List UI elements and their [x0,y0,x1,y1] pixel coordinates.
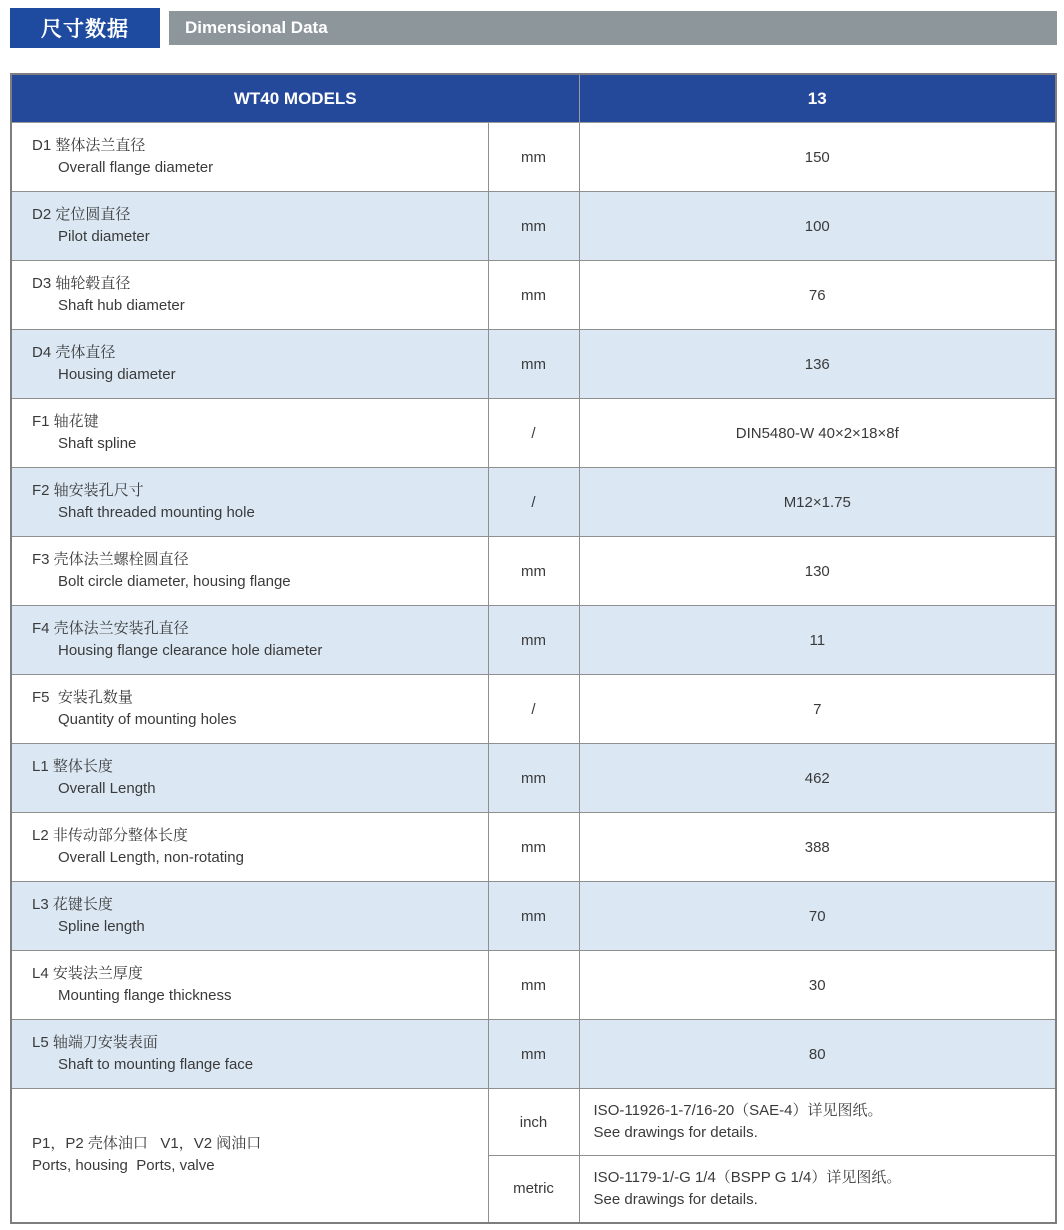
param-label [11,123,488,192]
param-label-en: Mounting flange thickness [58,987,232,1004]
param-label-en: Overall flange diameter [58,159,214,176]
param-label-zh: F1 轴花键 [32,413,99,430]
param-value [579,1089,1056,1156]
param-unit: inch [488,1089,579,1156]
param-label-en: Spline length [58,918,145,935]
table-row [11,744,1056,813]
param-value: 462 [579,744,1056,813]
param-label [11,468,488,537]
param-label-en: Overall Length, non-rotating [58,849,244,866]
param-value: 130 [579,537,1056,606]
param-unit: mm [488,192,579,261]
table-row [11,813,1056,882]
param-unit: mm [488,744,579,813]
table-row [11,261,1056,330]
param-unit: / [488,399,579,468]
param-label [11,675,488,744]
param-unit: metric [488,1156,579,1223]
param-label [11,882,488,951]
param-unit: / [488,675,579,744]
table-row [11,951,1056,1020]
param-label-zh: L5 轴端刀安装表面 [32,1034,158,1051]
param-label-ports [11,1089,488,1223]
models-header-cell: WT40 MODELS [11,74,579,123]
param-label-en: Shaft to mounting flange face [58,1056,254,1073]
table-row [11,192,1056,261]
param-label [11,192,488,261]
param-value-en: See drawings for details. [593,1190,758,1208]
param-label-zh: P1，P2 壳体油口 V1，V2 阀油口 [32,1135,262,1153]
table-row [11,468,1056,537]
table-row [11,399,1056,468]
param-unit: mm [488,1020,579,1089]
param-label-zh: F5 安装孔数量 [32,689,133,706]
param-unit: mm [488,330,579,399]
param-label-zh: D3 轴轮毂直径 [32,275,131,292]
param-value: 70 [579,882,1056,951]
param-label-zh: L3 花键长度 [32,896,113,913]
section-tag-zh: 尺寸数据 [10,8,160,48]
param-value: 388 [579,813,1056,882]
param-label-zh: D4 壳体直径 [32,344,116,361]
param-label-en: Shaft threaded mounting hole [58,504,255,521]
dimensional-data-table [10,73,1057,1224]
param-label [11,606,488,675]
table-row [11,606,1056,675]
param-unit: / [488,468,579,537]
param-label-zh: L1 整体长度 [32,758,113,775]
model-code-header-cell: 13 [579,74,1056,123]
param-label [11,744,488,813]
table-body [11,123,1056,1089]
param-label [11,813,488,882]
param-label [11,1020,488,1089]
param-value: 7 [579,675,1056,744]
param-value: DIN5480-W 40×2×18×8f [579,399,1056,468]
param-label-en: Pilot diameter [58,228,150,245]
param-label [11,330,488,399]
param-value: 150 [579,123,1056,192]
param-value: 100 [579,192,1056,261]
param-label-en: Shaft hub diameter [58,297,185,314]
ports-section [11,1089,1056,1223]
param-label-zh: D1 整体法兰直径 [32,137,146,154]
param-label-zh: F3 壳体法兰螺栓圆直径 [32,551,189,568]
param-unit: mm [488,606,579,675]
table-row [11,1020,1056,1089]
param-unit: mm [488,882,579,951]
param-label-zh: D2 定位圆直径 [32,206,131,223]
param-value: 136 [579,330,1056,399]
table-header-row [11,74,1056,123]
table-row [11,123,1056,192]
param-value: 11 [579,606,1056,675]
param-label-en: Overall Length [58,780,156,797]
param-value [579,1156,1056,1223]
param-label [11,399,488,468]
param-value-zh: ISO-1179-1/-G 1/4（BSPP G 1/4）详见图纸。 [593,1168,902,1186]
param-value: 76 [579,261,1056,330]
table-row [11,675,1056,744]
param-label-en: Housing diameter [58,366,176,383]
table-row [11,882,1056,951]
param-value-en: See drawings for details. [593,1124,758,1141]
section-header [10,8,1057,48]
param-value: 80 [579,1020,1056,1089]
param-value: M12×1.75 [579,468,1056,537]
param-label-en: Shaft spline [58,435,137,452]
param-label-en: Ports, housing Ports, valve [32,1157,215,1175]
table-row-ports-inch [11,1089,1056,1156]
param-label [11,537,488,606]
param-unit: mm [488,813,579,882]
table-row [11,537,1056,606]
param-label-en: Housing flange clearance hole diameter [58,642,323,659]
param-label-zh: F2 轴安装孔尺寸 [32,482,144,499]
param-value-zh: ISO-11926-1-7/16-20（SAE-4）详见图纸。 [593,1102,883,1119]
param-label-en: Bolt circle diameter, housing flange [58,573,291,590]
section-tag-en: Dimensional Data [169,11,1057,45]
param-unit: mm [488,123,579,192]
table-header [11,74,1056,123]
param-label [11,951,488,1020]
param-label-en: Quantity of mounting holes [58,711,237,728]
param-label-zh: L4 安装法兰厚度 [32,965,143,982]
param-unit: mm [488,537,579,606]
param-unit: mm [488,951,579,1020]
param-label-zh: F4 壳体法兰安装孔直径 [32,620,189,637]
param-unit: mm [488,261,579,330]
param-label-zh: L2 非传动部分整体长度 [32,827,188,844]
table-row [11,330,1056,399]
param-label [11,261,488,330]
param-value: 30 [579,951,1056,1020]
